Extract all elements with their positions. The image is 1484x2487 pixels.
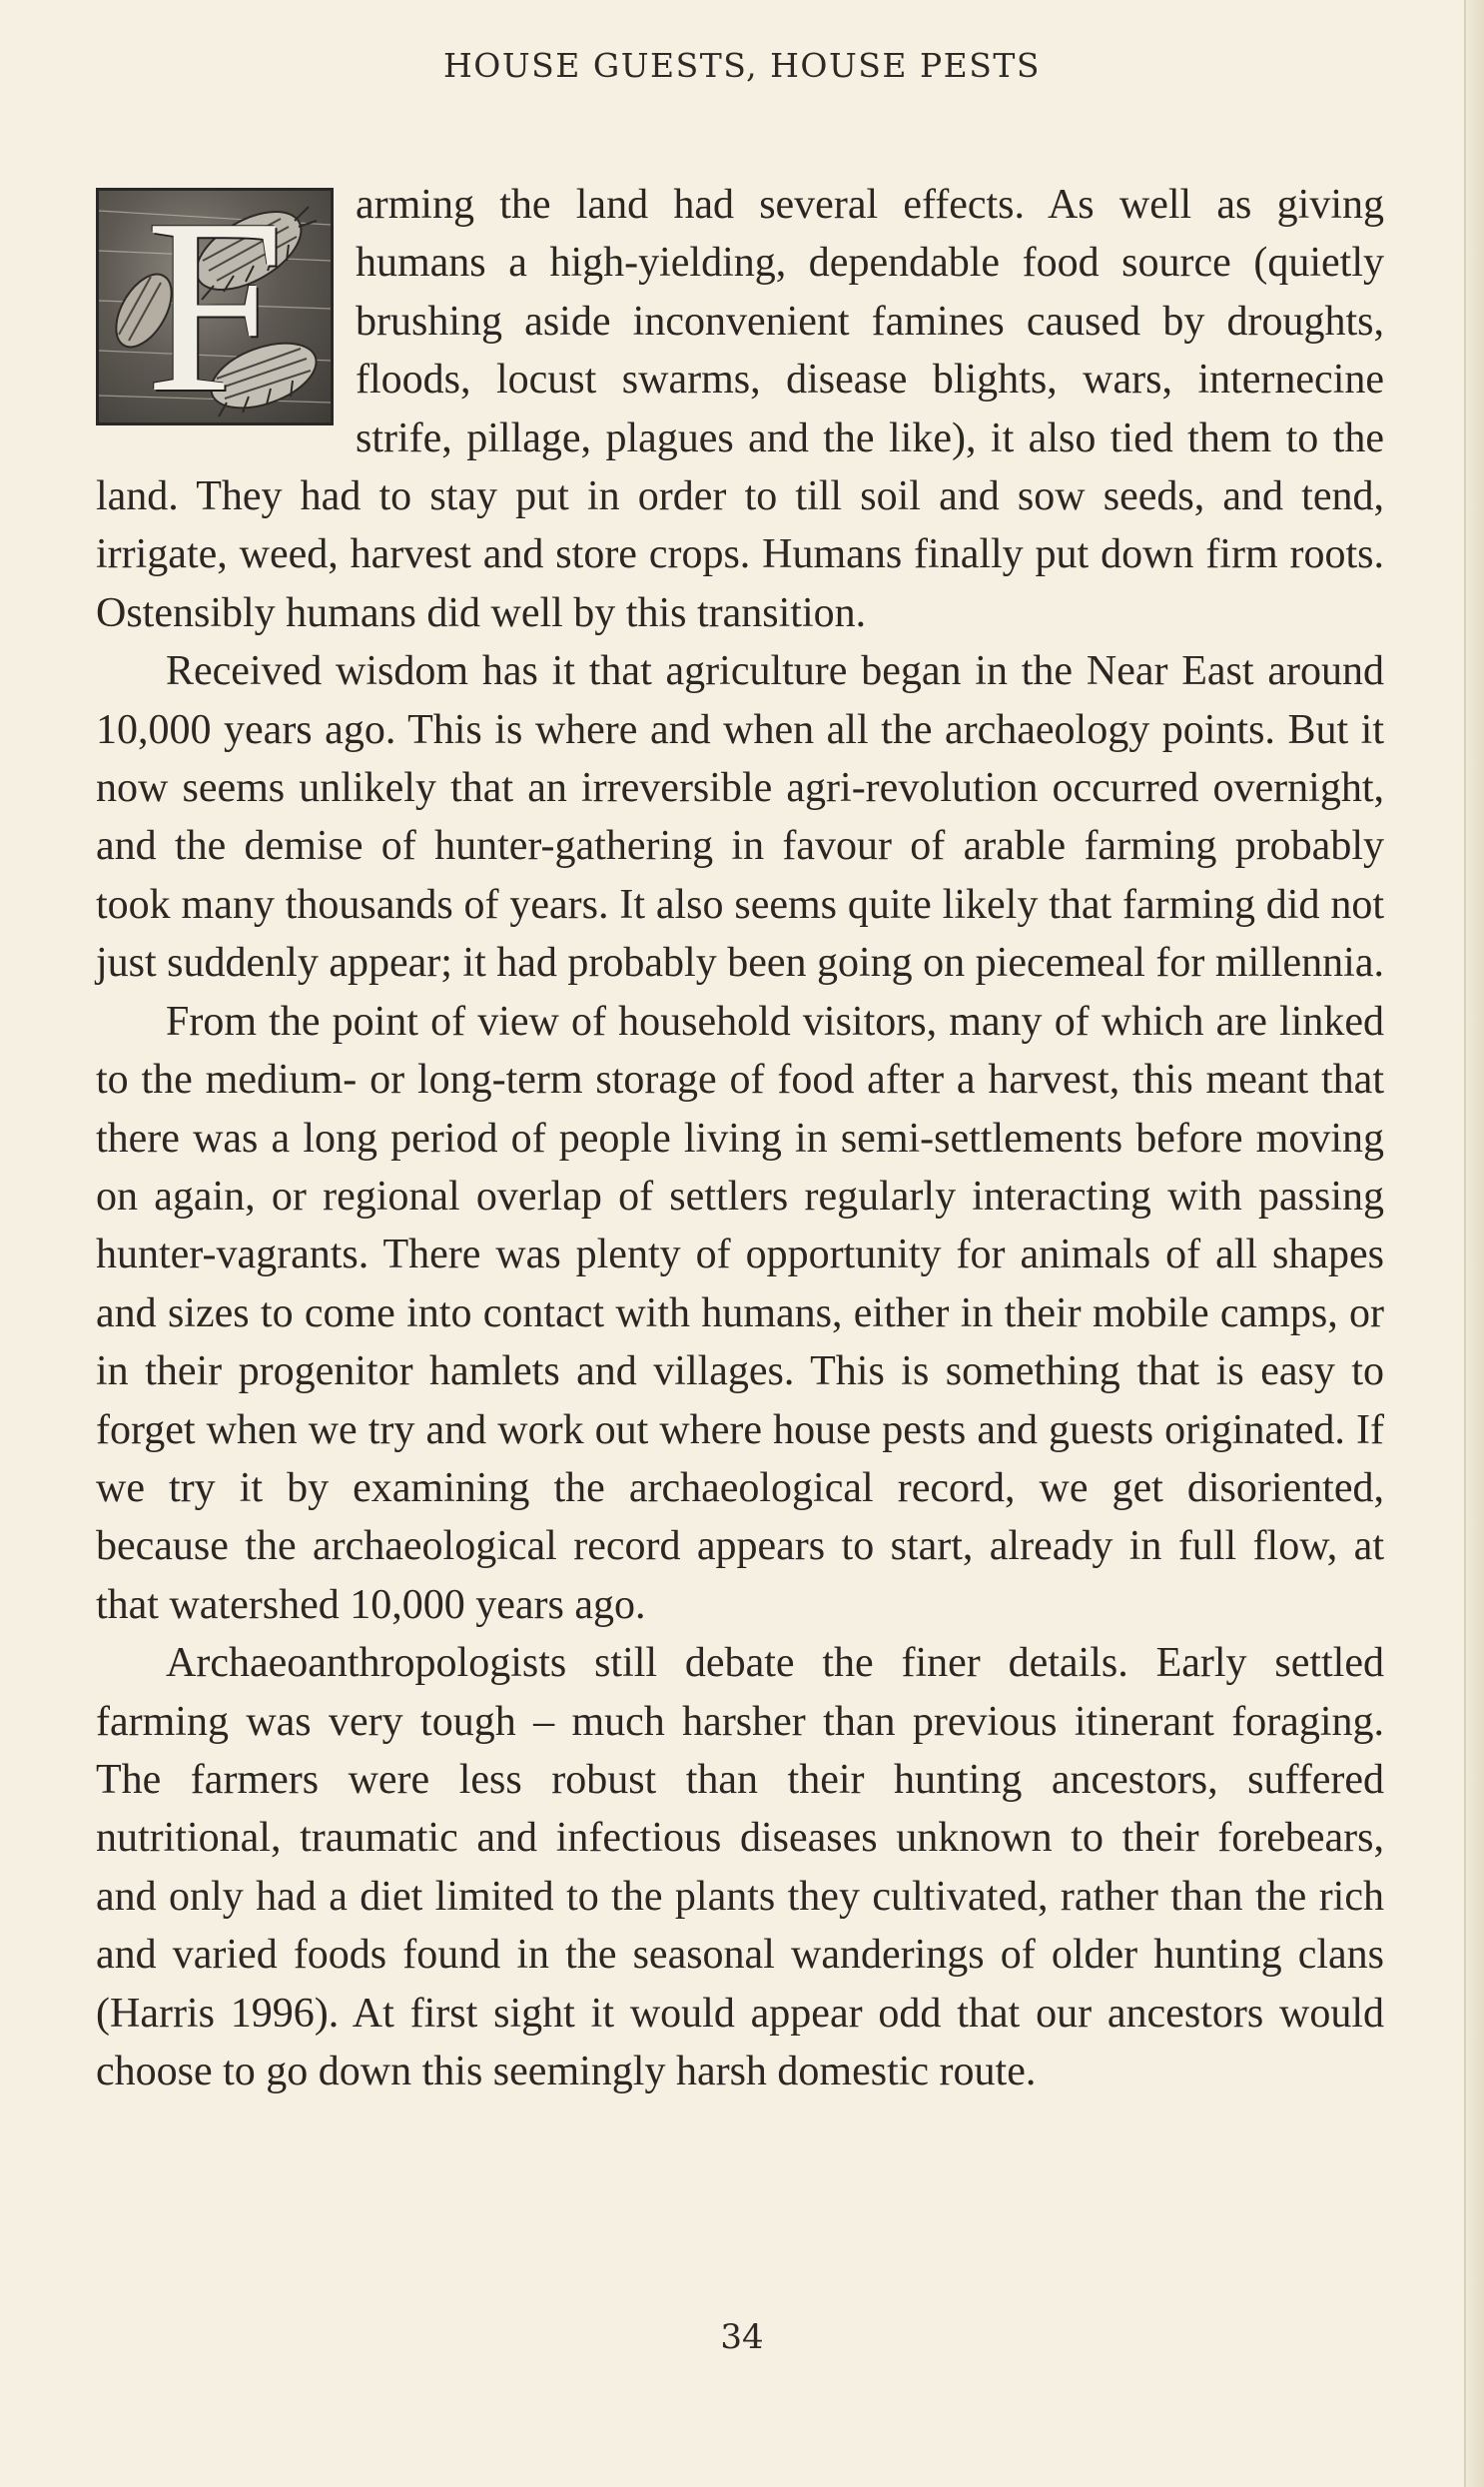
page-number: 34 bbox=[720, 2317, 764, 2357]
drop-cap bbox=[96, 188, 334, 425]
paragraph-1 bbox=[96, 176, 1384, 642]
body-text bbox=[96, 176, 1384, 2100]
paragraph-1-text: arming the land had several effects. As well as giving humans a high-yielding, dependable food source (quietly brushing aside inconvenient famines caused by droughts, floods, locust swarms, disease blights, wars, internecine strife, pillage, plagues and the like), it also tied them to the land. They had to stay put in order to till soil and sow seeds, and tend, irrigate, weed, harvest and store crops. Humans finally put down firm roots. Ostensibly humans did well by this transition. bbox=[96, 182, 1384, 636]
page-edge bbox=[1464, 0, 1484, 2487]
paragraph-4: Archaeoanthropologists still debate the finer details. Early settled farming was very tough – much harsher than previous itinerant foraging. The farmers were less robust than their hunting ancestors, suffered nutritional, traumatic and infectious diseases unknown to their forebears, and only had a diet limited to the plants they cultivated, rather than the rich and varied foods found in the seasonal wanderings of older hunting clans (Harris 1996). At first sight it would appear odd that our ancestors would choose to go down this seemingly harsh domestic route. bbox=[96, 1640, 1384, 2094]
drop-cap-letter: F bbox=[145, 188, 285, 425]
running-head: HOUSE GUESTS, HOUSE PESTS bbox=[443, 46, 1041, 85]
paragraph-2: Received wisdom has it that agriculture began in the Near East around 10,000 years ago. This is where and when all the archaeology points. But it now seems unlikely that an irreversible agri-revolution occurred overnight, and the demise of hunter-gathering in favour of arable farming probably took many thousands of years. It also seems quite likely that farming did not just suddenly appear; it had probably been going on piecemeal for millennia. bbox=[96, 648, 1384, 987]
paragraph-3: From the point of view of household visitors, many of which are linked to the medium- or long-term storage of food after a harvest, this meant that there was a long period of people living in semi-settlements before moving on again, or regional overlap of settlers regularly interacting with passing hunter-vagrants. There was plenty of opportunity for animals of all shapes and sizes to come into contact with humans, either in their mobile camps, or in their progenitor hamlets and villages. This is something that is easy to forget when we try and work out where house pests and guests originated. If we try it by examining the archaeological record, we get disoriented, because the archaeological record appears to start, already in full flow, at that watershed 10,000 years ago. bbox=[96, 998, 1384, 1628]
